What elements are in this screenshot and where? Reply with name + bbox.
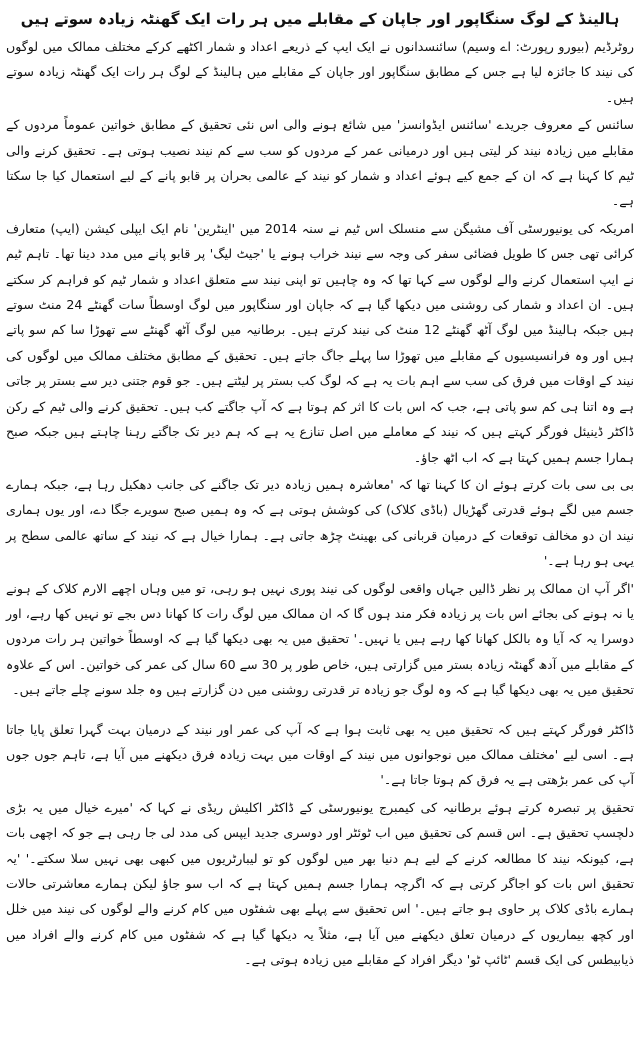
article-headline: ہالینڈ کے لوگ سنگاپور اور جاپان کے مقابلے میں ہر رات ایک گھنٹہ زیادہ سوتے ہیں bbox=[20, 10, 620, 28]
article-paragraph: تحقیق پر تبصرہ کرتے ہوئے برطانیہ کی کیمبرج یونیورسٹی کے ڈاکٹر اکلیش ریڈی نے کہا کہ 'میرے خیال میں یہ بڑی دلچسپ تحقیق ہے۔ اس قسم کی تحقیق میں اب ٹوئٹر اور دوسری جدید ایپس کی مدد لی جا رہی ہے جو کہ اچھی بات ہے، کیونکہ نیند کا مطالعہ کرنے کے لیے ہم دنیا بھر میں لوگوں کو تو لیبارٹریوں میں کبھی بھی نہیں سلا سکتے۔' 'یہ تحقیق اس بات کو اجاگر کرتی ہے کہ اگرچہ ہمارا جسم ہمیں کہتا ہے کہ اب سو جاؤ لیکن ہمارے معاشرتی حالات ہمارے باڈی کلاک پر حاوی ہو جاتے ہیں۔' اس تحقیق سے پہلے بھی شفٹوں میں کام کرنے والے لوگوں کی نیند میں خلل اور کچھ بیماریوں کے درمیان تعلق دیکھنے میں آیا ہے، مثلاً یہ دیکھا گیا ہے کہ شفٹوں میں کام کرنے والے افراد میں ذیابیطس کی ایک قسم 'ٹائپ ٹو' دیگر افراد کے مقابلے میں زیادہ ہوتی ہے۔ bbox=[6, 799, 634, 968]
article-paragraph: روٹرڈیم (بیورو رپورٹ: اے وسیم) سائنسدانوں نے ایک ایپ کے ذریعے اعداد و شمار اکٹھے کرکے مختلف ممالک میں لوگوں کی نیند کا جائزہ لیا ہے جس کے مطابق سنگاپور اور جاپان کے مقابلے میں ہالینڈ کے لوگ ہر رات ایک گھنٹہ زیادہ سوتے ہیں۔ bbox=[6, 39, 634, 105]
article-paragraph: ڈاکٹر فورگر کہتے ہیں کہ تحقیق میں یہ بھی ثابت ہوا ہے کہ آپ کی عمر اور نیند کے درمیان بہت گہرا تعلق پایا جاتا ہے۔ اسی لیے 'مختلف ممالک میں نوجوانوں میں نیند کے اوقات میں بہت زیادہ فرق دیکھنے میں آیا ہے، تاہم جوں جوں آپ کی عمر بڑھتی ہے یہ فرق کم ہوتا جاتا ہے۔' bbox=[6, 721, 634, 788]
article-paragraph: سائنس کے معروف جریدے 'سائنس ایڈوانسز' میں شائع ہونے والی اس نئی تحقیق کے مطابق خواتین عموماً مردوں کے مقابلے میں زیادہ نیند کر لیتی ہیں اور درمیانی عمر کے مردوں کو سب سے کم نیند نصیب ہوتی ہے۔ تحقیق کرنے والی ٹیم کا کہنا ہے کہ ان کے جمع کیے ہوئے اعداد و شمار کو نیند کے عالمی بحران پر قابو پانے کے لیے استعمال کیا جا سکتا ہے۔ bbox=[6, 117, 634, 209]
article-paragraph: امریکہ کی یونیورسٹی آف مشیگن سے منسلک اس ٹیم نے سنہ 2014 میں 'اینٹرین' نام ایک ایپلی کیشن (ایپ) متعارف کرائی تھی جس کا طویل فضائی سفر کی وجہ سے نیند خراب ہونے یا 'جیٹ لیگ' پر قابو پانے میں مدد دینا تھا۔ تاہم ٹیم نے ایپ استعمال کرنے والے لوگوں سے کہا تھا کہ وہ چاہیں تو اپنی نیند سے متعلق اعداد و شمار ٹیم کو فراہم کر سکتے ہیں۔ ان اعداد و شمار کی روشنی میں دیکھا گیا ہے کہ جاپان اور سنگاپور میں لوگ اوسطاً سات گھنٹے 24 منٹ سوتے ہیں جبکہ ہالینڈ میں لوگ آٹھ گھنٹے 12 منٹ کی نیند کرتے ہیں۔ برطانیہ میں لوگ آٹھ گھنٹے سے تھوڑا سا کم سو پاتے ہیں اور وہ فرانسیسیوں کے مقابلے میں تھوڑا سا پہلے جاگ جاتے ہیں۔ تحقیق کے مطابق مختلف ممالک میں لوگوں کی نیند کے اوقات میں فرق کی سب سے اہم بات یہ ہے کہ لوگ کب بستر پر لیٹتے ہیں۔ جو قوم جتنی دیر سے بستر پر جاتی ہے وہ اتنا ہی کم سو پاتی ہے، جب کہ اس بات کا اثر کم ہوتا ہے کہ آپ جاگتے کب ہیں۔ تحقیق کرنے والی ٹیم کے رکن ڈاکٹر ڈینیئل فورگر کہتے ہیں کہ نیند کے معاملے میں اصل تنازع یہ ہے کہ ہم دیر تک جاگتے رہنا چاہتے ہیں جبکہ صبح ہمارا جسم ہمیں کہتا ہے کہ اب اٹھ جاؤ۔ bbox=[6, 220, 634, 465]
article-paragraph: 'اگر آپ ان ممالک پر نظر ڈالیں جہاں واقعی لوگوں کی نیند پوری نہیں ہو رہی، تو میں وہاں اچھے الارم کلاک کے ہونے یا نہ ہونے کی بجائے اس بات پر زیادہ فکر مند ہوں گا کہ ان ممالک میں لوگ رات کا کھانا دس بجے تو نہیں کھا رہے، اور دوسرا یہ کہ آیا وہ بالکل کھانا کھا رہے ہیں یا نہیں۔' تحقیق میں یہ بھی دیکھا گیا ہے کہ اوسطاً خواتین ہر رات مردوں کے مقابلے میں آدھ گھنٹہ زیادہ بستر میں گزارتی ہیں، خاص طور پر 30 سے 60 سال کی عمر کی خواتین۔ اس کے علاوہ تحقیق میں یہ بھی دیکھا گیا ہے کہ وہ لوگ جو زیادہ تر قدرتی روشنی میں دن گزارتے ہیں وہ جلد سونے چلے جاتے ہیں۔ bbox=[6, 580, 634, 698]
article-body bbox=[6, 34, 634, 973]
article-paragraph: بی بی سی بات کرتے ہوئے ان کا کہنا تھا کہ 'معاشرہ ہمیں زیادہ دیر تک جاگنے کی جانب دھکیل رہا ہے، جبکہ ہمارے جسم میں لگے ہوئے قدرتی گھڑیال (باڈی کلاک) کی کوشش ہوتی ہے کہ وہ ہمیں صبح سویرے جگا دے، اور یوں ہماری نیند ان دو مخالف توقعات کے درمیان قربانی کی بھینٹ چڑھ جاتی ہے۔ ہمارا خیال ہے کہ نیند کے ساتھ عالمی سطح پر یہی ہو رہا ہے۔' bbox=[6, 476, 634, 569]
